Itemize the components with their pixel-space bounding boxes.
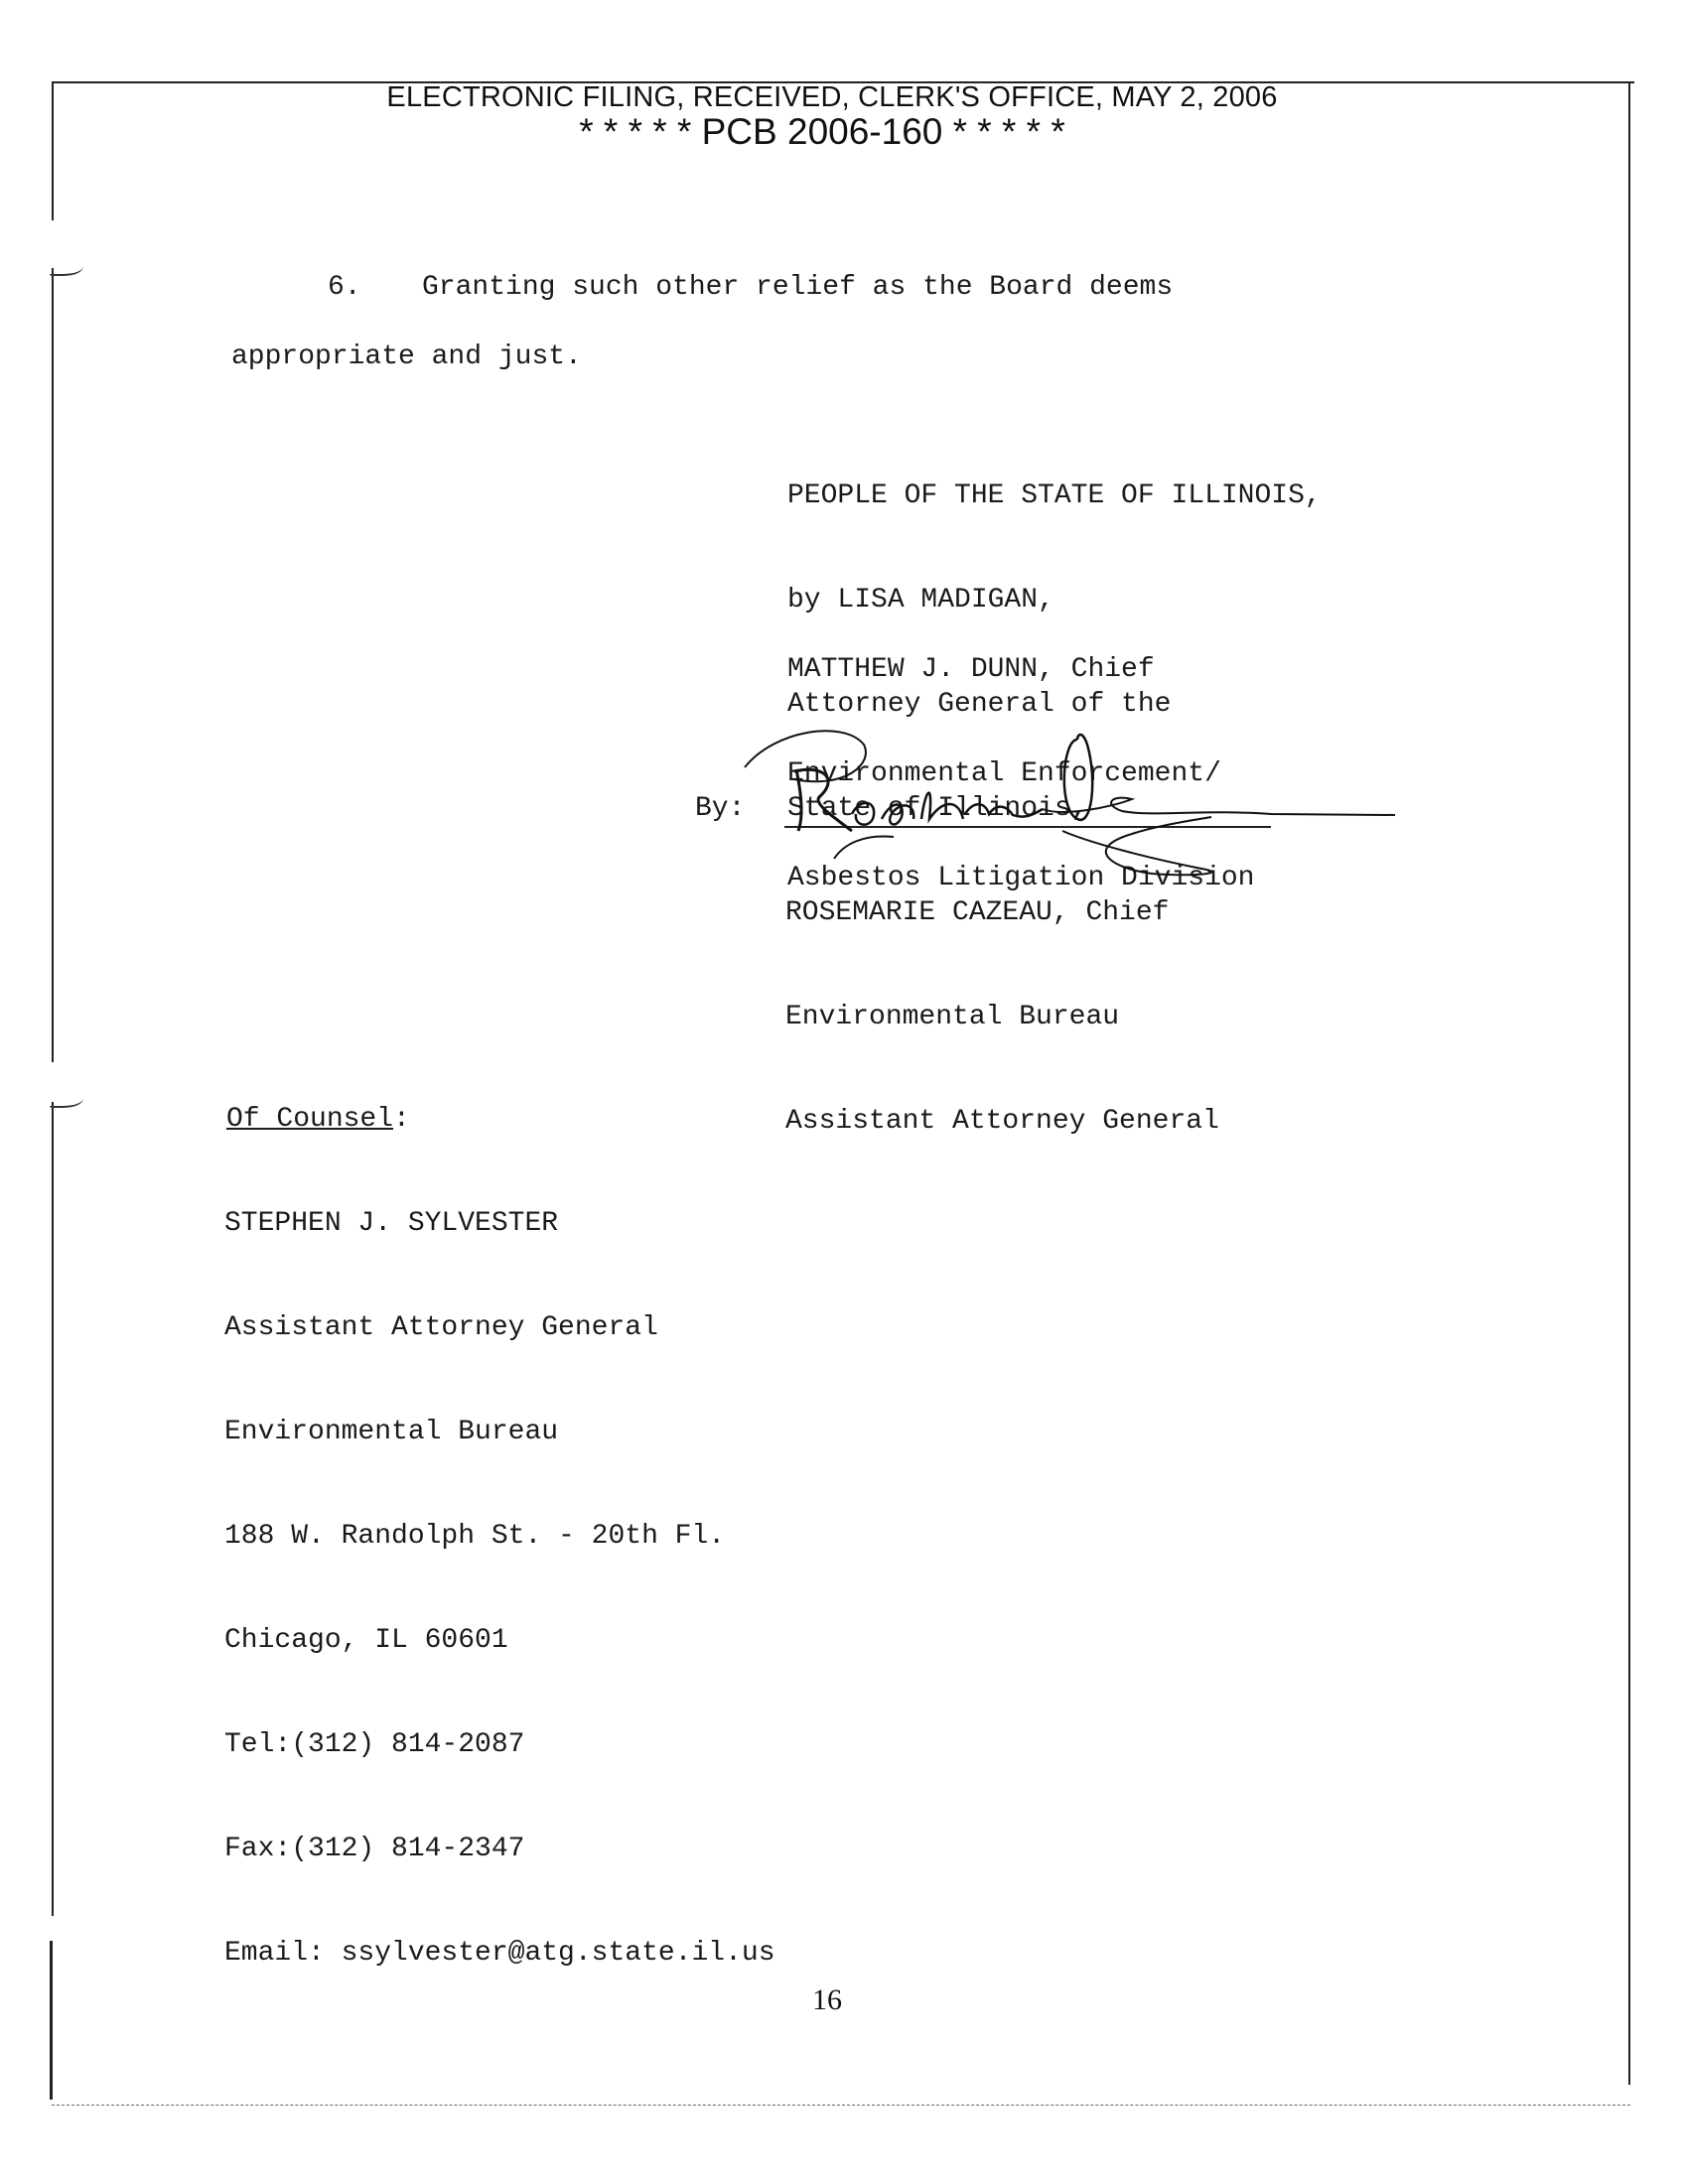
party-line: State of Illinois, — [787, 793, 1088, 824]
signer-line: Assistant Attorney General — [785, 1106, 1219, 1137]
of-counsel-heading: Of Counsel — [226, 1104, 394, 1135]
party-line: PEOPLE OF THE STATE OF ILLINOIS, — [787, 480, 1322, 511]
signer-line: ROSEMARIE CAZEAU, Chief — [785, 897, 1170, 928]
page-border-right — [1628, 81, 1630, 2085]
page-border-bottom — [52, 2105, 1630, 2106]
counsel-line: Environmental Bureau — [224, 1417, 559, 1447]
counsel-line: 188 W. Randolph St. - 20th Fl. — [224, 1521, 726, 1552]
counsel-email: Email: ssylvester@atg.state.il.us — [224, 1938, 775, 1969]
chief-line: Asbestos Litigation Division — [787, 863, 1255, 893]
page-number: 16 — [812, 1983, 842, 2016]
by-label: By: — [695, 793, 746, 824]
of-counsel-label — [226, 1102, 410, 1137]
case-number-line: * * * * * PCB 2006-160 * * * * * — [579, 111, 1065, 152]
signer-line: Environmental Bureau — [785, 1002, 1120, 1032]
counsel-line: Assistant Attorney General — [224, 1312, 658, 1343]
counsel-block — [224, 1137, 775, 2040]
chief-line: MATTHEW J. DUNN, Chief — [787, 654, 1155, 685]
binder-mark — [50, 1092, 83, 1108]
party-line: by LISA MADIGAN, — [787, 585, 1054, 615]
counsel-fax: Fax:(312) 814-2347 — [224, 1834, 525, 1864]
page-border-left — [52, 1102, 54, 1916]
paragraph-number: 6. — [328, 272, 361, 303]
counsel-line: STEPHEN J. SYLVESTER — [224, 1208, 559, 1239]
chief-line: Environmental Enforcement/ — [787, 758, 1221, 789]
counsel-phone: Tel:(312) 814-2087 — [224, 1729, 525, 1760]
party-line: Attorney General of the — [787, 689, 1172, 720]
filing-stamp-line: ELECTRONIC FILING, RECEIVED, CLERK'S OFFICE, MAY 2, 2006 — [386, 81, 1278, 113]
binder-mark — [50, 260, 83, 276]
page-border-left — [52, 268, 54, 1062]
paragraph-text: Granting such other relief as the Board deems — [422, 272, 1174, 303]
counsel-line: Chicago, IL 60601 — [224, 1625, 508, 1656]
signer-block — [785, 826, 1219, 1208]
of-counsel-colon: : — [393, 1104, 410, 1135]
page-border-left — [50, 1941, 53, 2100]
paragraph-continuation: appropriate and just. — [231, 341, 582, 372]
